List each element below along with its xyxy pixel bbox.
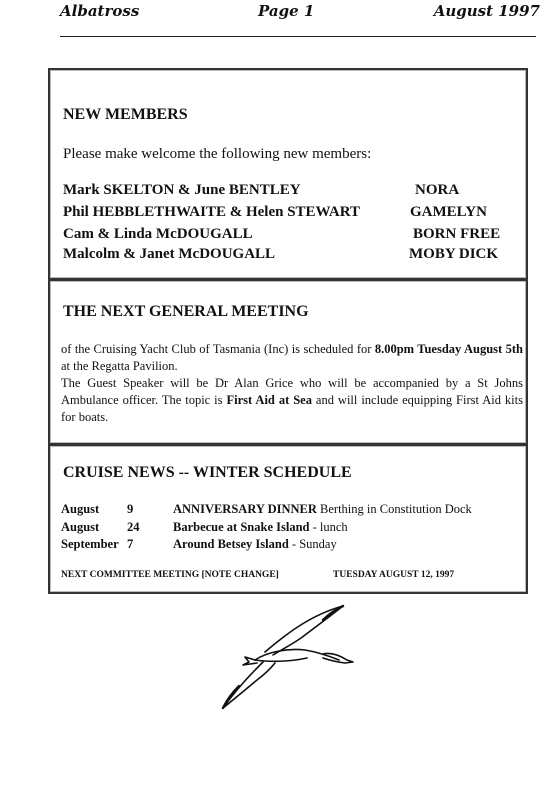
meeting-topic: First Aid at Sea [226, 393, 312, 407]
schedule-item [61, 502, 521, 520]
schedule-item [61, 537, 521, 555]
committee-meeting-notice [61, 570, 521, 580]
issue-date: August 1997 [433, 2, 540, 20]
general-meeting-heading: THE NEXT GENERAL MEETING [63, 303, 309, 320]
committee-label: NEXT COMMITTEE MEETING [NOTE CHANGE] [61, 570, 279, 580]
member-boat: MOBY DICK [409, 246, 499, 262]
speaker-text: The Guest Speaker will be Dr Alan Grice who will be accompanied by a St Johns Ambulance officer. The topic is [61, 376, 523, 407]
meeting-time: 8.00pm Tuesday August 5th [374, 342, 523, 356]
schedule-event: Barbecue at Snake Island [173, 520, 310, 534]
schedule-detail: Berthing in Constitution Dock [316, 502, 472, 516]
new-members-section [48, 68, 528, 280]
schedule-item [61, 520, 521, 538]
schedule-day: 24 [127, 520, 140, 534]
member-names: Phil HEBBLETHWAITE & Helen STEWART [63, 204, 361, 220]
member-boat: NORA [415, 182, 460, 198]
speaker-paragraph [61, 375, 523, 426]
member-entry [63, 182, 513, 204]
cruise-news-section [48, 444, 528, 594]
meeting-paragraph [61, 341, 523, 375]
header-divider [60, 36, 536, 37]
schedule-month: August [61, 502, 100, 516]
schedule-description [173, 520, 348, 535]
member-entry [63, 246, 513, 268]
new-members-intro: Please make welcome the following new members: [63, 146, 372, 162]
speaker-text: and will include equipping First Aid kits for boats. [61, 393, 523, 424]
page-header [60, 0, 540, 30]
member-entry [63, 204, 513, 226]
schedule-month: September [61, 537, 119, 551]
schedule-event: ANNIVERSARY DINNER [173, 502, 317, 516]
general-meeting-section [48, 279, 528, 445]
schedule-month: August [61, 520, 100, 534]
meeting-text: at the Regatta Pavilion. [61, 359, 178, 373]
schedule-event: Around Betsey Island [173, 537, 289, 551]
page-number: Page 1 [258, 2, 315, 20]
committee-date: TUESDAY AUGUST 12, 1997 [333, 570, 455, 580]
cruise-news-heading: CRUISE NEWS -- WINTER SCHEDULE [63, 464, 352, 481]
schedule-description [173, 537, 337, 552]
schedule-day: 9 [127, 502, 134, 516]
schedule-day: 7 [127, 537, 134, 551]
albatross-illustration [205, 600, 365, 715]
schedule-detail: - Sunday [288, 537, 337, 551]
schedule-detail: - lunch [309, 520, 348, 534]
general-meeting-body [61, 341, 523, 426]
member-boat: BORN FREE [413, 226, 501, 242]
member-names: Malcolm & Janet McDOUGALL [63, 246, 276, 262]
newsletter-title: Albatross [60, 2, 140, 20]
schedule-description [173, 502, 472, 517]
member-names: Cam & Linda McDOUGALL [63, 226, 253, 242]
new-members-heading: NEW MEMBERS [63, 106, 188, 123]
meeting-text: of the Cruising Yacht Club of Tasmania (Inc) is scheduled for [61, 342, 375, 356]
member-names: Mark SKELTON & June BENTLEY [63, 182, 301, 198]
member-entry [63, 226, 513, 248]
member-boat: GAMELYN [410, 204, 487, 220]
